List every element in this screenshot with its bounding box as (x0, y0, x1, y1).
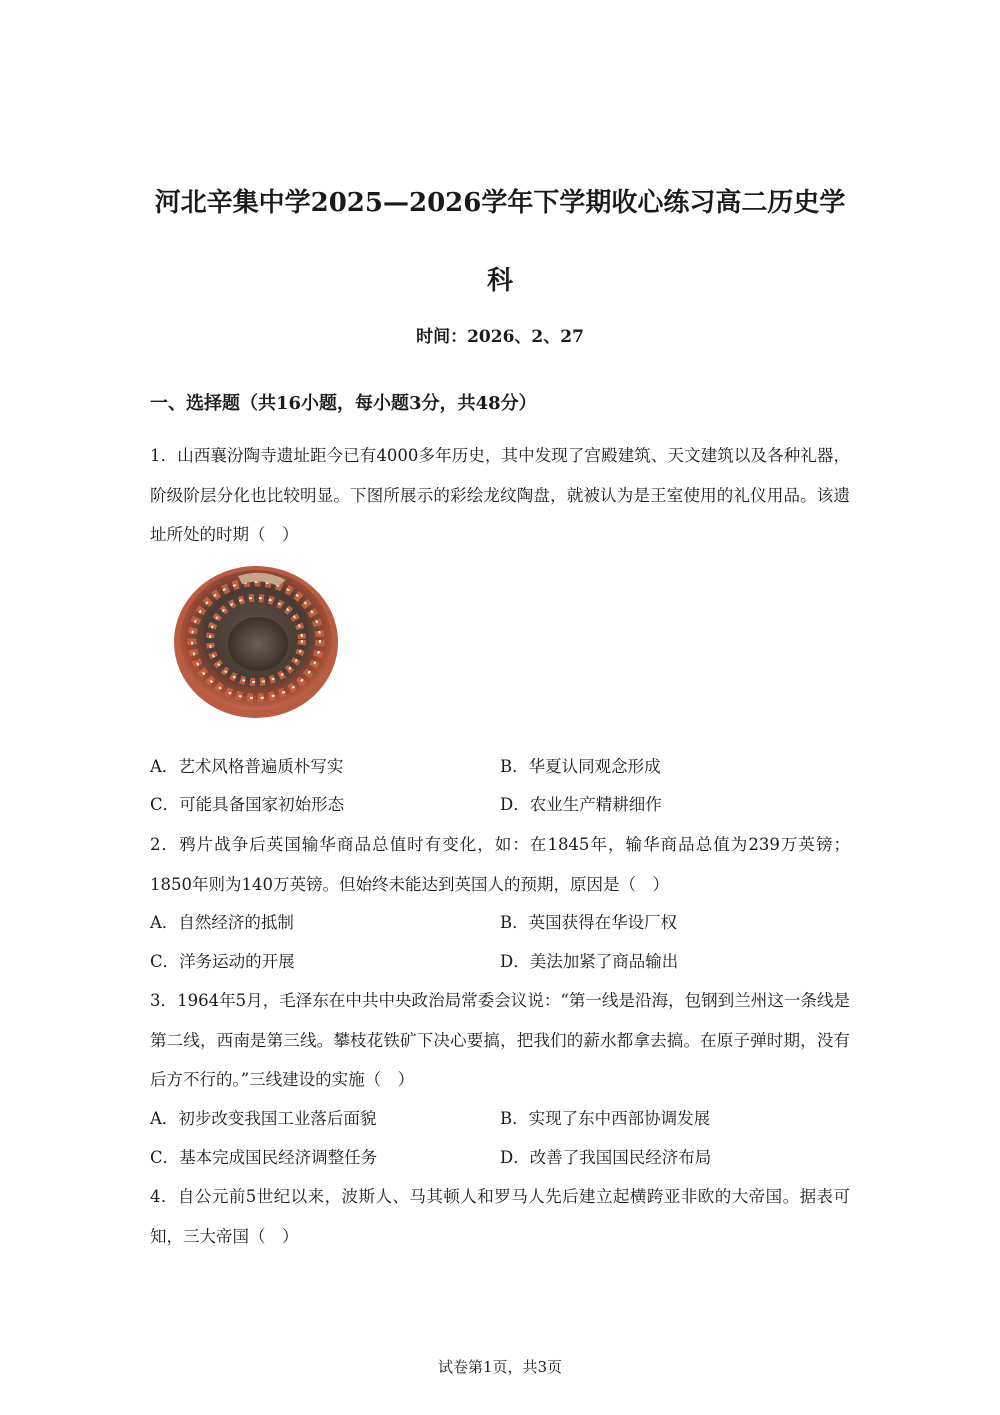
section-heading: 一、选择题（共16小题，每小题3分，共48分） (150, 393, 537, 414)
page-title: 河北辛集中学2025—2026学年下学期收心练习高二历史学科 (154, 188, 846, 296)
question-1-stem: 1．山西襄汾陶寺遗址距今已有4000多年历史，其中发现了宫殿建筑、天文建筑以及各种礼器，阶级阶层分化也比较明显。下图所展示的彩绘龙纹陶盘，就被认为是王室使用的礼仪用品。该遗址所处的时期（ ） (150, 446, 850, 544)
q1-option-b: B．华夏认同观念形成 (500, 757, 661, 776)
q2-option-b: B．英国获得在华设厂权 (500, 913, 678, 932)
question-2-stem: 2．鸦片战争后英国输华商品总值时有变化，如：在1845年，输华商品总值为239万英镑；1850年则为140万英镑。但始终未能达到英国人的预期，原因是（ ） (150, 835, 850, 894)
painted-dragon-plate-image (168, 560, 348, 720)
question-4-stem: 4．自公元前5世纪以来，波斯人、马其顿人和罗马人先后建立起横跨亚非欧的大帝国。据表可知，三大帝国（ ） (150, 1187, 850, 1246)
page-footer: 试卷第1页，共3页 (437, 1358, 563, 1376)
q3-option-b: B．实现了东中西部协调发展 (500, 1109, 711, 1128)
q1-option-a: A．艺术风格普遍质朴写实 (150, 757, 344, 776)
q2-option-d: D．美法加紧了商品输出 (500, 952, 679, 971)
q3-option-d: D．改善了我国国民经济布局 (500, 1148, 712, 1167)
q2-option-c: C．洋务运动的开展 (150, 952, 295, 971)
q3-option-a: A．初步改变我国工业落后面貌 (150, 1109, 377, 1128)
q2-option-a: A．自然经济的抵制 (150, 913, 294, 932)
exam-date: 时间：2026、2、27 (416, 327, 584, 347)
q1-option-c: C．可能具备国家初始形态 (150, 795, 345, 814)
q1-option-d: D．农业生产精耕细作 (500, 795, 662, 814)
q3-option-c: C．基本完成国民经济调整任务 (150, 1148, 378, 1167)
question-3-stem: 3．1964年5月，毛泽东在中共中央政治局常委会议说：“第一线是沿海，包钢到兰州这一条线是第二线，西南是第三线。攀枝花铁矿下决心要搞，把我们的薪水都拿去搞。在原子弹时期，没有后方不行的。”三线建设的实施（ ） (150, 991, 850, 1089)
